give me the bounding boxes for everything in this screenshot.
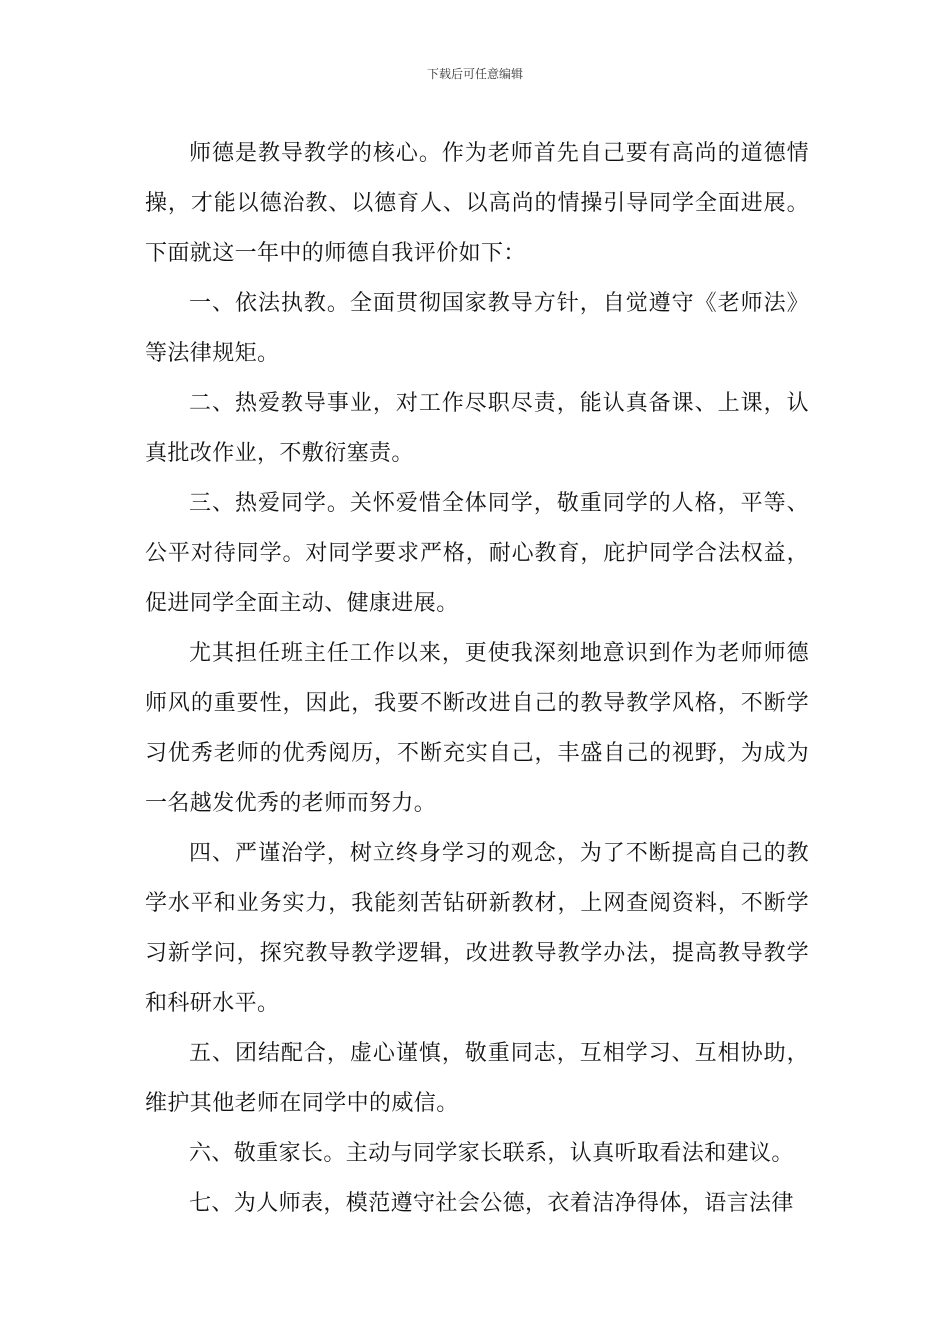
document-body — [145, 129, 809, 1229]
paragraph-intro: 师德是教导教学的核心。作为老师首先自己要有高尚的道德情操，才能以德治教、以德育人、以高尚的情操引导同学全面进展。下面就这一年中的师德自我评价如下： — [145, 141, 809, 266]
paragraph-item-1: 一、依法执教。全面贯彻国家教导方针，自觉遵守《老师法》等法律规矩。 — [145, 291, 809, 366]
paragraph-item-6: 六、敬重家长。主动与同学家长联系，认真听取看法和建议。 — [189, 1141, 794, 1166]
paragraph-item-7: 七、为人师表，模范遵守社会公德，衣着洁净得体，语言法律 — [189, 1191, 794, 1216]
paragraph-item-2: 二、热爱教导事业，对工作尽职尽责，能认真备课、上课，认真批改作业，不敷衍塞责。 — [145, 391, 809, 466]
paragraph-item-5: 五、团结配合，虚心谨慎，敬重同志，互相学习、互相协助，维护其他老师在同学中的威信。 — [145, 1041, 809, 1116]
paragraph-item-4: 四、严谨治学，树立终身学习的观念，为了不断提高自己的教学水平和业务实力，我能刻苦钻研新教材，上网查阅资料，不断学习新学问，探究教导教学逻辑，改进教导教学办法，提高教导教学和科研水平。 — [145, 841, 809, 1016]
paragraph-item-3: 三、热爱同学。关怀爱惜全体同学，敬重同学的人格，平等、公平对待同学。对同学要求严格，耐心教育，庇护同学合法权益，促进同学全面主动、健康进展。 — [145, 491, 809, 616]
page-header: 下载后可任意编辑 — [426, 67, 523, 81]
paragraph-head-teacher: 尤其担任班主任工作以来，更使我深刻地意识到作为老师师德师风的重要性，因此，我要不断改进自己的教导教学风格，不断学习优秀老师的优秀阅历，不断充实自己，丰盛自己的视野，为成为一名越发优秀的老师而努力。 — [145, 641, 809, 816]
